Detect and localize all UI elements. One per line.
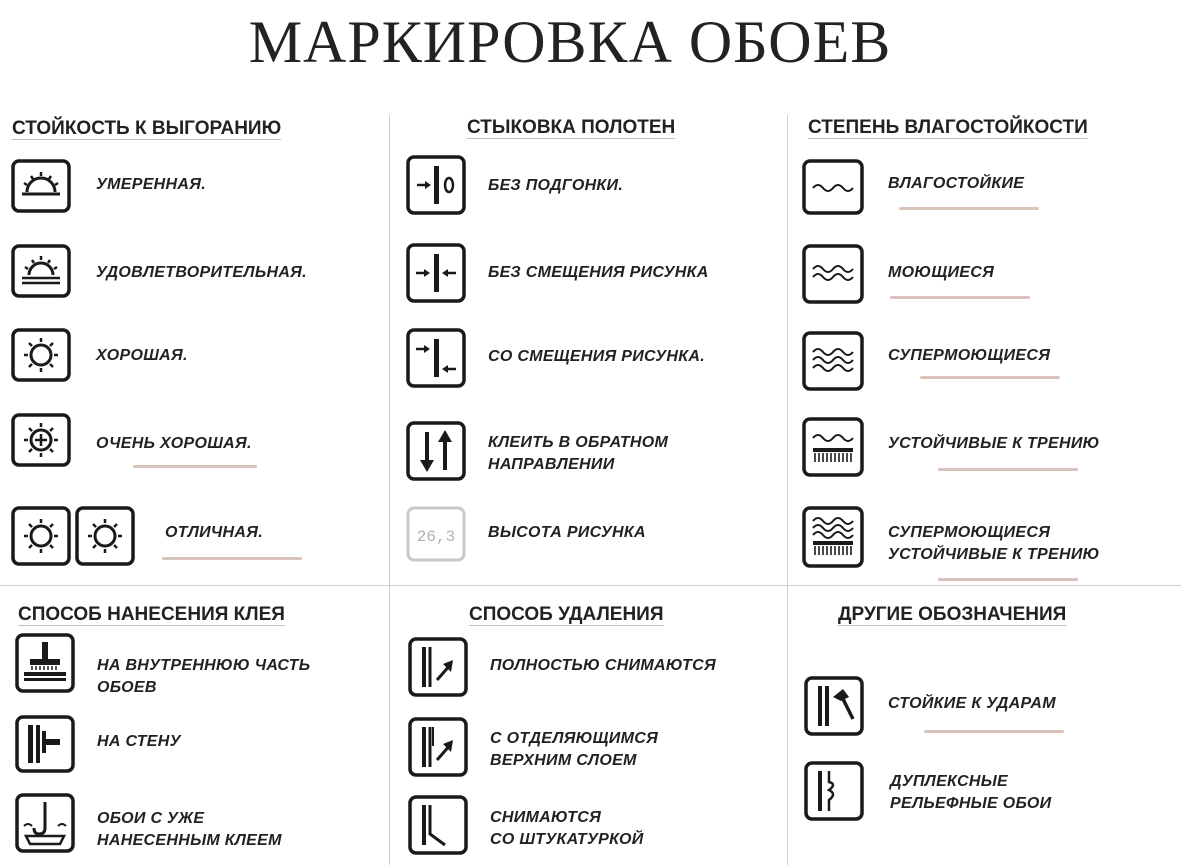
single-wave-icon bbox=[801, 158, 865, 216]
pattern-repeat-icon bbox=[405, 505, 467, 563]
decorative-underline bbox=[133, 465, 257, 468]
fade-item-1-label: УМЕРЕННАЯ. bbox=[96, 176, 206, 193]
joining-item-5-label: ВЫСОТА РИСУНКА bbox=[488, 524, 646, 541]
removal-item-2-label-line1: С ОТДЕЛЯЮЩИМСЯ bbox=[490, 730, 659, 747]
decorative-underline bbox=[899, 207, 1039, 210]
joining-item-2-label: БЕЗ СМЕЩЕНИЯ РИСУНКА bbox=[488, 264, 709, 281]
column-divider-right bbox=[787, 115, 788, 865]
removal-item-3-label-line2: СО ШТУКАТУРКОЙ bbox=[490, 831, 644, 848]
fade-item-2-label: УДОВЛЕТВОРИТЕЛЬНАЯ. bbox=[96, 264, 307, 281]
removal-item-2-label-line2: ВЕРХНИМ СЛОЕМ bbox=[490, 752, 637, 769]
half-sun-bars-icon bbox=[10, 243, 72, 299]
moisture-item-5-label-line1: СУПЕРМОЮЩИЕСЯ bbox=[888, 524, 1051, 541]
page-title: МАРКИРОВКА ОБОЕВ bbox=[248, 9, 892, 75]
section-title-joining: СТЫКОВКА ПОЛОТЕН bbox=[467, 117, 676, 138]
sun-icon bbox=[10, 327, 72, 383]
pattern-repeat-value: 26,3 bbox=[416, 528, 456, 546]
other-item-1-label: СТОЙКИЕ К УДАРАМ bbox=[888, 695, 1056, 712]
section-title-other: ДРУГИЕ ОБОЗНАЧЕНИЯ bbox=[838, 604, 1067, 625]
waves-brush-icon bbox=[801, 505, 865, 569]
section-title-removal: СПОСОБ УДАЛЕНИЯ bbox=[469, 604, 664, 625]
fade-item-4-label: ОЧЕНЬ ХОРОШАЯ. bbox=[96, 435, 252, 452]
sun-plus-icon bbox=[10, 412, 72, 468]
decorative-underline bbox=[938, 578, 1078, 581]
half-sun-icon bbox=[10, 158, 72, 214]
joining-item-3-label: СО СМЕЩЕНИЯ РИСУНКА. bbox=[488, 348, 706, 365]
section-title-moisture: СТЕПЕНЬ ВЛАГОСТОЙКОСТИ bbox=[808, 117, 1088, 138]
decorative-underline bbox=[920, 376, 1060, 379]
other-item-2-label-line2: РЕЛЬЕФНЫЕ ОБОИ bbox=[890, 795, 1052, 812]
decorative-underline bbox=[938, 468, 1078, 471]
moisture-item-4-label: УСТОЙЧИВЫЕ К ТРЕНИЮ bbox=[888, 435, 1100, 452]
wet-removable-icon bbox=[407, 794, 469, 856]
triple-wave-icon bbox=[801, 330, 865, 392]
row-divider bbox=[0, 585, 1181, 586]
free-match-icon bbox=[405, 154, 467, 216]
glue-item-1-label-line1: НА ВНУТРЕННЮЮ ЧАСТЬ bbox=[97, 657, 311, 674]
decorative-underline bbox=[924, 730, 1064, 733]
decorative-underline bbox=[890, 296, 1030, 299]
paste-wall-icon bbox=[14, 714, 76, 774]
wave-brush-icon bbox=[801, 416, 865, 478]
double-sun-icon bbox=[10, 505, 136, 567]
duplex-icon bbox=[803, 760, 865, 822]
offset-match-icon bbox=[405, 327, 467, 389]
moisture-item-2-label: МОЮЩИЕСЯ bbox=[888, 264, 995, 281]
glue-item-1-label-line2: ОБОЕВ bbox=[97, 679, 157, 696]
glue-item-3-label-line1: ОБОИ С УЖЕ bbox=[97, 810, 205, 827]
impact-resistant-icon bbox=[803, 675, 865, 737]
fade-item-5-label: ОТЛИЧНАЯ. bbox=[165, 524, 263, 541]
paste-paper-icon bbox=[14, 632, 76, 694]
other-item-2-label-line1: ДУПЛЕКСНЫЕ bbox=[890, 773, 1008, 790]
joining-item-4-label-line1: КЛЕИТЬ В ОБРАТНОМ bbox=[488, 434, 669, 451]
double-wave-icon bbox=[801, 243, 865, 305]
section-title-fade: СТОЙКОСТЬ К ВЫГОРАНИЮ bbox=[12, 118, 282, 139]
removal-item-3-label-line1: СНИМАЮТСЯ bbox=[490, 809, 602, 826]
moisture-item-5-label-line2: УСТОЙЧИВЫЕ К ТРЕНИЮ bbox=[888, 546, 1100, 563]
glue-item-3-label-line2: НАНЕСЕННЫМ КЛЕЕМ bbox=[97, 832, 282, 849]
removal-item-1-label: ПОЛНОСТЬЮ СНИМАЮТСЯ bbox=[490, 657, 716, 674]
joining-item-4-label-line2: НАПРАВЛЕНИИ bbox=[488, 456, 615, 473]
column-divider-left bbox=[389, 115, 390, 865]
prepasted-icon bbox=[14, 792, 76, 854]
joining-item-1-label: БЕЗ ПОДГОНКИ. bbox=[488, 177, 624, 194]
moisture-item-3-label: СУПЕРМОЮЩИЕСЯ bbox=[888, 347, 1051, 364]
straight-match-icon bbox=[405, 242, 467, 304]
peelable-icon bbox=[407, 716, 469, 778]
moisture-item-1-label: ВЛАГОСТОЙКИЕ bbox=[888, 175, 1025, 192]
fade-item-3-label: ХОРОШАЯ. bbox=[96, 347, 188, 364]
section-title-glue: СПОСОБ НАНЕСЕНИЯ КЛЕЯ bbox=[18, 604, 285, 625]
glue-item-2-label: НА СТЕНУ bbox=[97, 733, 181, 750]
decorative-underline bbox=[162, 557, 302, 560]
reverse-hanging-icon bbox=[405, 420, 467, 482]
strippable-icon bbox=[407, 636, 469, 698]
